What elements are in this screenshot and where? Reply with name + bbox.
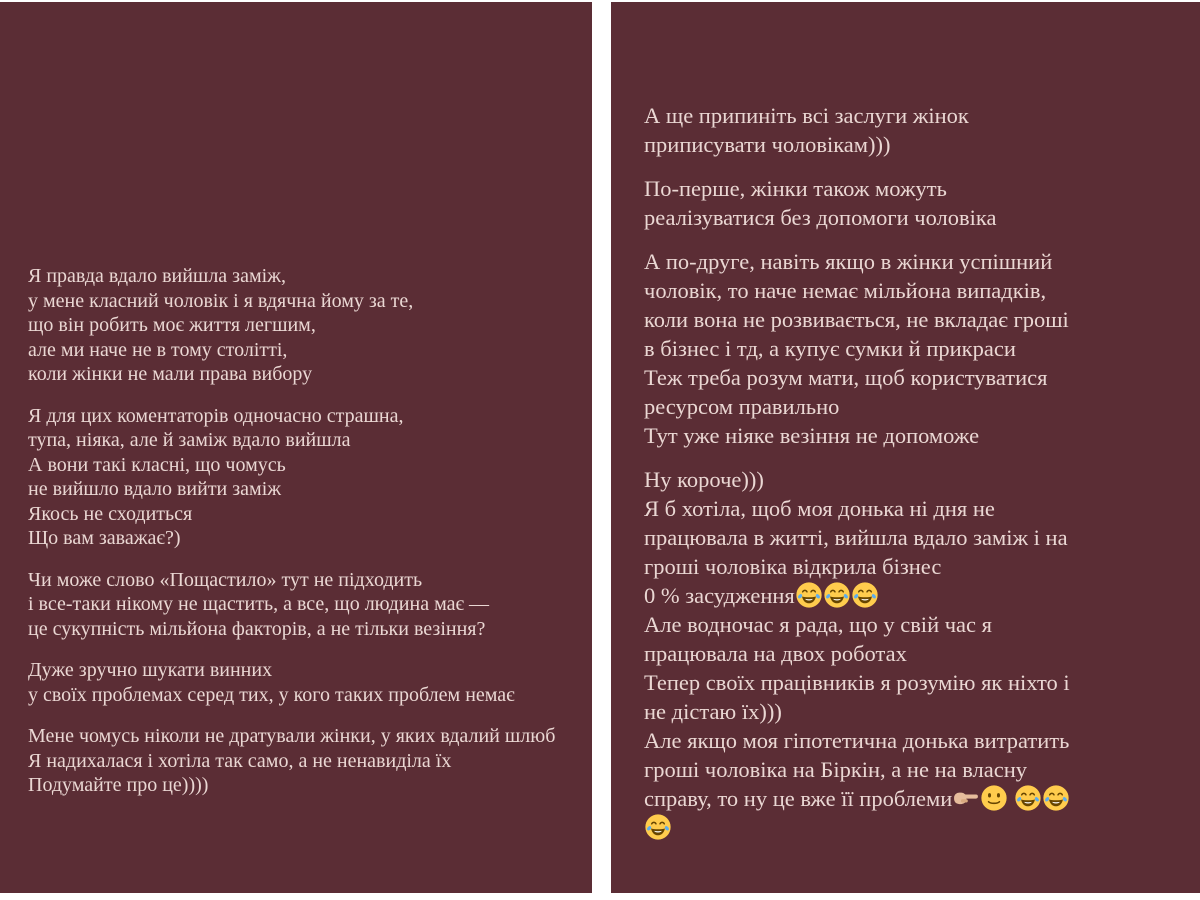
story-line: Дуже зручно шукати винних [28, 659, 273, 681]
story-line: коли жінки не мали права вибору [28, 363, 313, 385]
story-line: Якось не сходиться [28, 502, 193, 525]
story-paragraph [28, 404, 578, 551]
story-line: Що вам заважає?) [28, 527, 181, 549]
story-paragraph [644, 101, 1188, 159]
story-line: Я для цих коментаторів одночасно страшна, [28, 404, 404, 427]
story-line: Подумайте про це)))) [28, 774, 209, 796]
story-line: Я правда вдало вийшла заміж, [28, 265, 286, 287]
story-line: Теж треба розум мати, щоб користуватися [644, 365, 1048, 390]
story-panel-right [611, 2, 1200, 893]
story-line: у своїх проблемах серед тих, у кого таких проблем немає [28, 683, 515, 706]
story-line: Чи може слово «Пощастило» тут не підходить [28, 568, 423, 591]
story-line: справу, то ну це вже її проблеми [644, 784, 1188, 813]
story-line: не дістаю їх))) [644, 699, 782, 724]
story-line: Тут уже ніяке везіння не допоможе [644, 423, 980, 448]
story-line: приписувати чоловікам))) [644, 132, 891, 157]
story-line: реалізуватися без допомоги чоловіка [644, 205, 997, 230]
story-line: це сукупність мільйона факторів, а не тільки везіння? [28, 617, 486, 640]
pointing-right-emoji [953, 785, 979, 811]
slight-smile-emoji [981, 785, 1007, 811]
story-line: А вони такі класні, що чомусь [28, 453, 286, 476]
story-paragraph [28, 568, 578, 642]
story-line: гроші чоловіка відкрила бізнес [644, 554, 942, 579]
story-line: працювала в житті, вийшла вдало заміж і на [644, 525, 1068, 550]
story-line: тупа, ніяка, але й заміж вдало вийшла [28, 429, 351, 451]
tears-of-joy-emoji [645, 814, 671, 840]
story-line: Я б хотіла, щоб моя донька ні дня не [644, 496, 995, 521]
tears-of-joy-emoji [1043, 785, 1069, 811]
story-line: Тепер своїх працівників я розумію як ніхто і [644, 670, 1070, 695]
story-paragraph [28, 724, 578, 798]
story-line: А по-друге, навіть якщо в жінки успішний [644, 249, 1053, 274]
story-line: не вийшло вдало вийти заміж [28, 478, 282, 500]
story-line: Я надихалася і хотіла так само, а не ненавиділа їх [28, 749, 452, 772]
story-panel-left [0, 2, 592, 893]
story-line: ресурсом правильно [644, 394, 840, 419]
tears-of-joy-emoji [796, 582, 822, 608]
story-line: А ще припиніть всі заслуги жінок [644, 103, 969, 128]
story-line: чоловік, то наче немає мільйона випадків, [644, 278, 1047, 303]
story-line: гроші чоловіка на Біркін, а не на власну [644, 757, 1028, 782]
story-line: Але якщо моя гіпотетична донька витратить [644, 728, 1070, 753]
story-paragraph [644, 465, 1188, 842]
story-text-right [644, 101, 1188, 842]
story-line [644, 813, 1188, 842]
story-line: Ну короче))) [644, 467, 764, 492]
story-line: в бізнес і тд, а купує сумки й прикраси [644, 336, 1016, 361]
story-line: що він робить моє життя легшим, [28, 314, 316, 336]
story-line: коли вона не розвивається, не вкладає гроші [644, 307, 1069, 332]
story-paragraph [28, 658, 578, 707]
tears-of-joy-emoji [1015, 785, 1041, 811]
story-line: Мене чомусь ніколи не дратували жінки, у яких вдалий шлюб [28, 725, 556, 747]
story-paragraph [644, 174, 1188, 232]
story-line: але ми наче не в тому столітті, [28, 338, 288, 361]
story-text-left [28, 264, 578, 798]
story-paragraph [28, 264, 578, 387]
story-line: 0 % засудження [644, 581, 1188, 610]
story-line: у мене класний чоловік і я вдячна йому за те, [28, 289, 414, 312]
story-line: Але водночас я рада, що у свій час я [644, 612, 992, 637]
story-line: працювала на двох роботах [644, 641, 907, 666]
tears-of-joy-emoji [852, 582, 878, 608]
story-paragraph [644, 247, 1188, 450]
tears-of-joy-emoji [824, 582, 850, 608]
story-line: По-перше, жінки також можуть [644, 176, 947, 201]
story-line: і все-таки нікому не щастить, а все, що людина має — [28, 593, 490, 615]
